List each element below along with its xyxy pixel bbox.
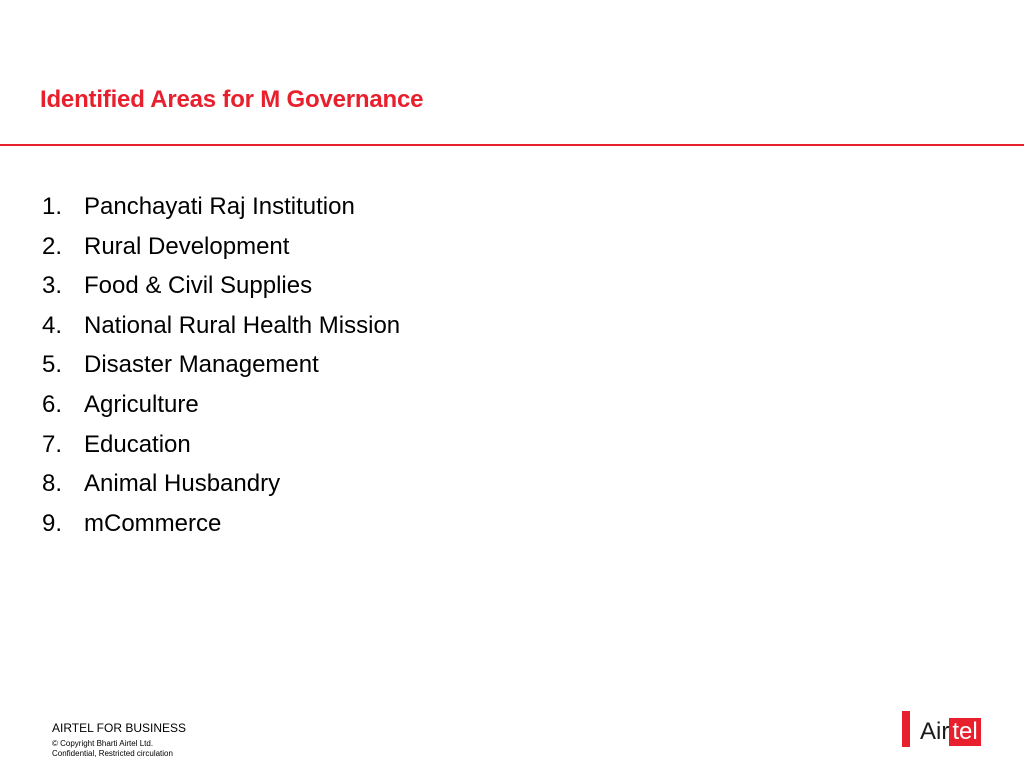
list-item-text: mCommerce [84,509,222,537]
list-item-number: 3. [42,272,63,300]
list-item [42,391,400,431]
list-item-number: 9. [42,509,63,537]
title-divider [0,144,1024,146]
areas-list [42,193,400,549]
list-item-number: 8. [42,470,63,498]
logo-bar [902,711,910,747]
list-item-number: 5. [42,351,63,379]
list-item [42,510,400,550]
list-item-number: 2. [42,232,63,260]
list-item-text: Food & Civil Supplies [84,272,313,300]
list-item-text: Disaster Management [84,351,319,379]
slide-title: Identified Areas for M Governance [40,86,424,113]
list-item [42,272,400,312]
list-item [42,193,400,233]
airtel-logo [902,711,1002,747]
logo-wordmark [920,718,981,746]
list-item-number: 1. [42,193,63,220]
list-item [42,470,400,510]
logo-part-tel: tel [949,718,980,746]
list-item-text: Education [84,430,191,458]
list-item-text: National Rural Health Mission [84,311,401,339]
list-item [42,233,400,273]
list-item-text: Rural Development [84,232,290,260]
list-item-text: Agriculture [84,390,199,418]
footer-brand: AIRTEL FOR BUSINESS [52,721,187,735]
list-item-text: Panchayati Raj Institution [84,193,355,220]
list-item-number: 6. [42,390,63,418]
copyright-line: © Copyright Bharti Airtel Ltd. [52,739,154,748]
list-item-text: Animal Husbandry [84,470,281,498]
list-item-number: 7. [42,430,63,458]
logo-part-air: Air [920,718,950,745]
list-item [42,351,400,391]
list-item [42,312,400,352]
confidential-line: Confidential, Restricted circulation [52,749,173,758]
footer-copyright [52,739,173,759]
list-item-number: 4. [42,311,63,339]
list-item [42,431,400,471]
